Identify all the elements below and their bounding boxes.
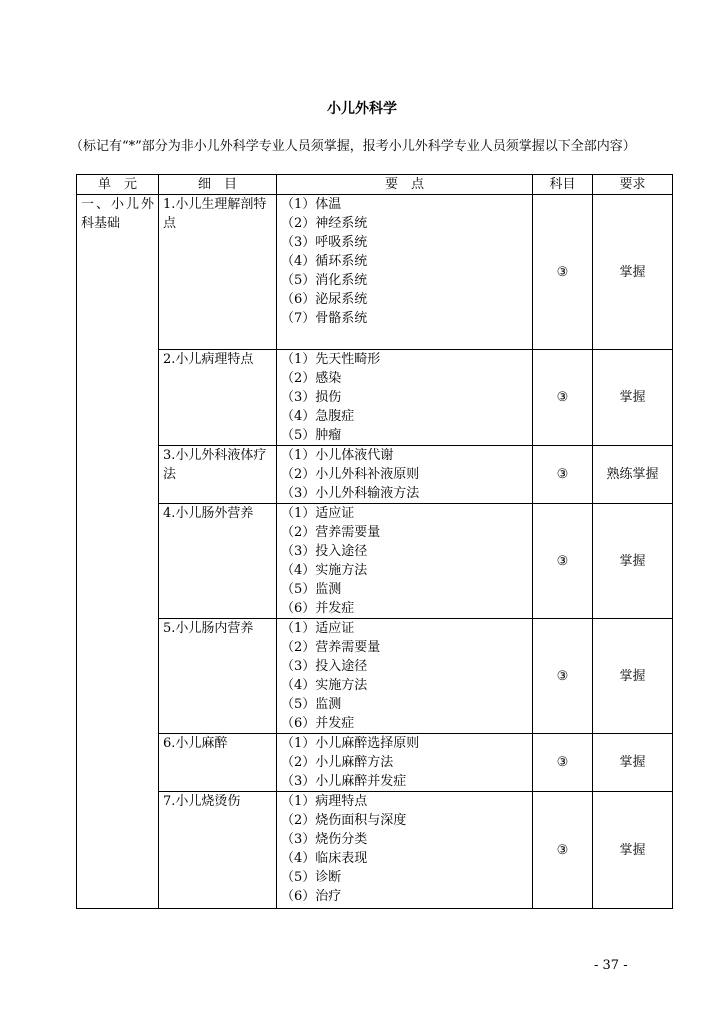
point-item: （2）小儿麻醉方法 xyxy=(281,755,394,770)
point-item: （1）小儿体液代谢 xyxy=(281,448,394,463)
point-item: （5）监测 xyxy=(281,697,342,712)
point-item: （3）小儿外科输液方法 xyxy=(281,486,420,501)
subject-cell: ③ xyxy=(533,619,593,734)
requirement-cell: 熟练掌握 xyxy=(593,446,673,504)
header-subject: 科目 xyxy=(533,175,593,195)
table-row xyxy=(77,195,673,350)
detail-cell: 2.小儿病理特点 xyxy=(159,350,277,446)
header-unit: 单 元 xyxy=(77,175,159,195)
point-item: （1）体温 xyxy=(281,197,342,212)
table-row xyxy=(77,792,673,909)
point-item: （5）消化系统 xyxy=(281,273,368,288)
subject-cell: ③ xyxy=(533,504,593,619)
table-row xyxy=(77,619,673,734)
detail-cell: 5.小儿肠内营养 xyxy=(159,619,277,734)
requirement-cell: 掌握 xyxy=(593,195,673,350)
point-item: （2）烧伤面积与深度 xyxy=(281,813,407,828)
scope-note: （标记有“*”部分为非小儿外科学专业人员须掌握，报考小儿外科学专业人员须掌握以下全部内容） xyxy=(70,139,636,154)
point-item: （6）泌尿系统 xyxy=(281,292,368,307)
points-cell xyxy=(277,446,533,504)
table-row xyxy=(77,350,673,446)
subject-cell: ③ xyxy=(533,195,593,350)
requirement-cell: 掌握 xyxy=(593,619,673,734)
requirement-cell: 掌握 xyxy=(593,350,673,446)
point-item: （7）骨骼系统 xyxy=(281,311,368,326)
point-item: （1）病理特点 xyxy=(281,794,368,809)
point-item: （3）投入途径 xyxy=(281,544,368,559)
point-item: （6）并发症 xyxy=(281,601,355,616)
subject-cell: ③ xyxy=(533,446,593,504)
detail-cell: 1.小儿生理解剖特点 xyxy=(159,195,277,350)
requirement-cell: 掌握 xyxy=(593,792,673,909)
points-cell xyxy=(277,504,533,619)
point-item: （4）循环系统 xyxy=(281,254,368,269)
points-cell xyxy=(277,619,533,734)
syllabus-table xyxy=(76,174,673,909)
table-body xyxy=(77,195,673,909)
point-item: （5）肿瘤 xyxy=(281,428,342,443)
point-item: （1）适应证 xyxy=(281,621,355,636)
point-item: （4）实施方法 xyxy=(281,678,368,693)
points-cell xyxy=(277,350,533,446)
points-cell xyxy=(277,792,533,909)
subject-cell: ③ xyxy=(533,792,593,909)
point-item: （2）神经系统 xyxy=(281,216,368,231)
point-item: （3）投入途径 xyxy=(281,659,368,674)
point-item: （1）适应证 xyxy=(281,506,355,521)
point-item: （5）诊断 xyxy=(281,870,342,885)
page-title: 小儿外科学 xyxy=(327,101,397,117)
point-item: （4）临床表现 xyxy=(281,851,368,866)
requirement-cell: 掌握 xyxy=(593,734,673,792)
point-item: （3）小儿麻醉并发症 xyxy=(281,774,407,789)
page-number: - 37 - xyxy=(594,958,628,973)
point-item: （2）营养需要量 xyxy=(281,640,381,655)
detail-cell: 4.小儿肠外营养 xyxy=(159,504,277,619)
point-item: （3）损伤 xyxy=(281,390,342,405)
header-points: 要 点 xyxy=(277,175,533,195)
subject-cell: ③ xyxy=(533,734,593,792)
point-item: （1）小儿麻醉选择原则 xyxy=(281,736,420,751)
point-item: （4）实施方法 xyxy=(281,563,368,578)
table-row xyxy=(77,504,673,619)
table-row xyxy=(77,734,673,792)
unit-cell: 一、小儿外科基础 xyxy=(77,195,159,909)
point-item: （2）营养需要量 xyxy=(281,525,381,540)
point-item: （2）小儿外科补液原则 xyxy=(281,467,420,482)
table-header-row xyxy=(77,175,673,195)
point-item: （5）监测 xyxy=(281,582,342,597)
header-require: 要求 xyxy=(593,175,673,195)
point-item: （1）先天性畸形 xyxy=(281,352,381,367)
points-cell xyxy=(277,734,533,792)
point-item: （4）急腹症 xyxy=(281,409,355,424)
requirement-cell: 掌握 xyxy=(593,504,673,619)
points-cell xyxy=(277,195,533,350)
table-row xyxy=(77,446,673,504)
header-detail: 细 目 xyxy=(159,175,277,195)
point-item: （2）感染 xyxy=(281,371,342,386)
point-item: （6）并发症 xyxy=(281,716,355,731)
detail-cell: 3.小儿外科液体疗法 xyxy=(159,446,277,504)
point-item: （6）治疗 xyxy=(281,889,342,904)
subject-cell: ③ xyxy=(533,350,593,446)
point-item: （3）呼吸系统 xyxy=(281,235,368,250)
detail-cell: 6.小儿麻醉 xyxy=(159,734,277,792)
detail-cell: 7.小儿烧烫伤 xyxy=(159,792,277,909)
point-item: （3）烧伤分类 xyxy=(281,832,368,847)
